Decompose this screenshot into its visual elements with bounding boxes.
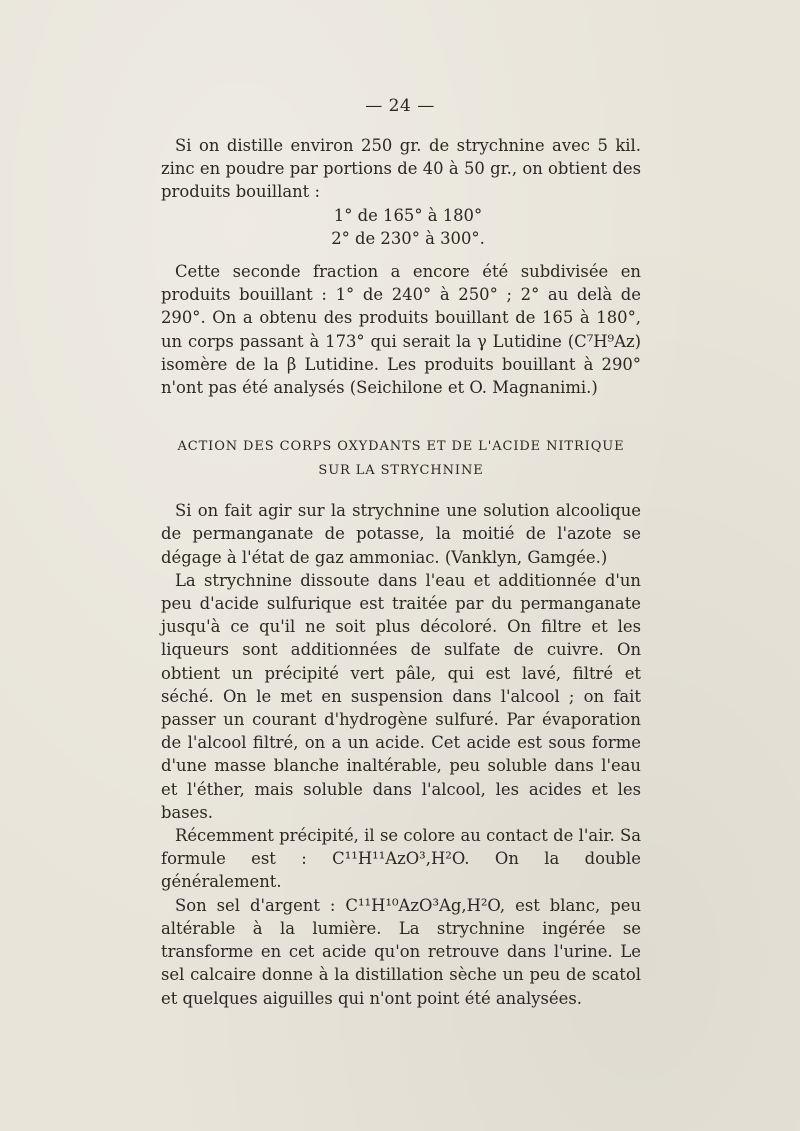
section-heading: ACTION DES CORPS OXYDANTS ET DE L'ACIDE NITRIQUE [177,439,625,455]
paragraph-fraction-subdivision: Cette seconde fraction a encore été subdivisée en produits bouillant : 1° de 240° à 250° ; 2° au delà de 290°. On a obtenu des produits bouillant de 165 à 180°, un corps passant à 173° qui serait la γ Lutidine (C⁷H⁹Az) isomère de la β Lutidine. Les produits bouillant à 290° n'ont pas été analysés (Seichilone et O. Magnanimi.) [161,262,641,398]
boiling-ranges-list [161,204,641,250]
boiling-range-item: 2° de 230° à 300°. [331,228,485,248]
boiling-range-item: 1° de 165° à 180° [333,205,483,225]
paragraph-sulfuric-acid: La strychnine dissoute dans l'eau et additionnée d'un peu d'acide sulfurique est traitée par du permanganate jusqu'à ce qu'il ne soit plus décoloré. On filtre et les liqueurs sont additionnées de sulfate de cuivre. On obtient un précipité vert pâle, qui est lavé, filtré et séché. On le met en suspension dans l'alcool ; on fait passer un courant d'hydrogène sulfuré. Par évaporation de l'alcool filtré, on a un acide. Cet acide est sous forme d'une masse blanche inaltérable, peu soluble dans l'eau et l'éther, mais soluble dans l'alcool, les acides et les bases. [161,570,641,822]
paragraph-distillation: Si on distille environ 250 gr. de strychnine avec 5 kil. zinc en poudre par portions de 40 à 50 gr., on obtient des produits bouillant : [161,136,641,202]
paragraph-formula: Récemment précipité, il se colore au contact de l'air. Sa formule est : C¹¹H¹¹AzO³,H²O. On la double généralement. [161,826,641,892]
paragraph-silver-salt: Son sel d'argent : C¹¹H¹⁰AzO³Ag,H²O, est blanc, peu altérable à la lumière. La strychnine ingérée se transforme en cet acide qu'on retrouve dans l'urine. Le sel calcaire donne à la distillation sèche un peu de scatol et quelques aiguilles qui n'ont point été analysées. [161,895,641,1008]
page-number: — 24 — [365,96,435,116]
paragraph-permanganate: Si on fait agir sur la strychnine une solution alcoolique de permanganate de potasse, la moitié de l'azote se dégage à l'état de gaz ammoniac. (Vanklyn, Gamgée.) [161,501,641,567]
section-heading-line2: SUR LA STRYCHNINE [318,463,484,479]
page-content [161,134,641,1010]
